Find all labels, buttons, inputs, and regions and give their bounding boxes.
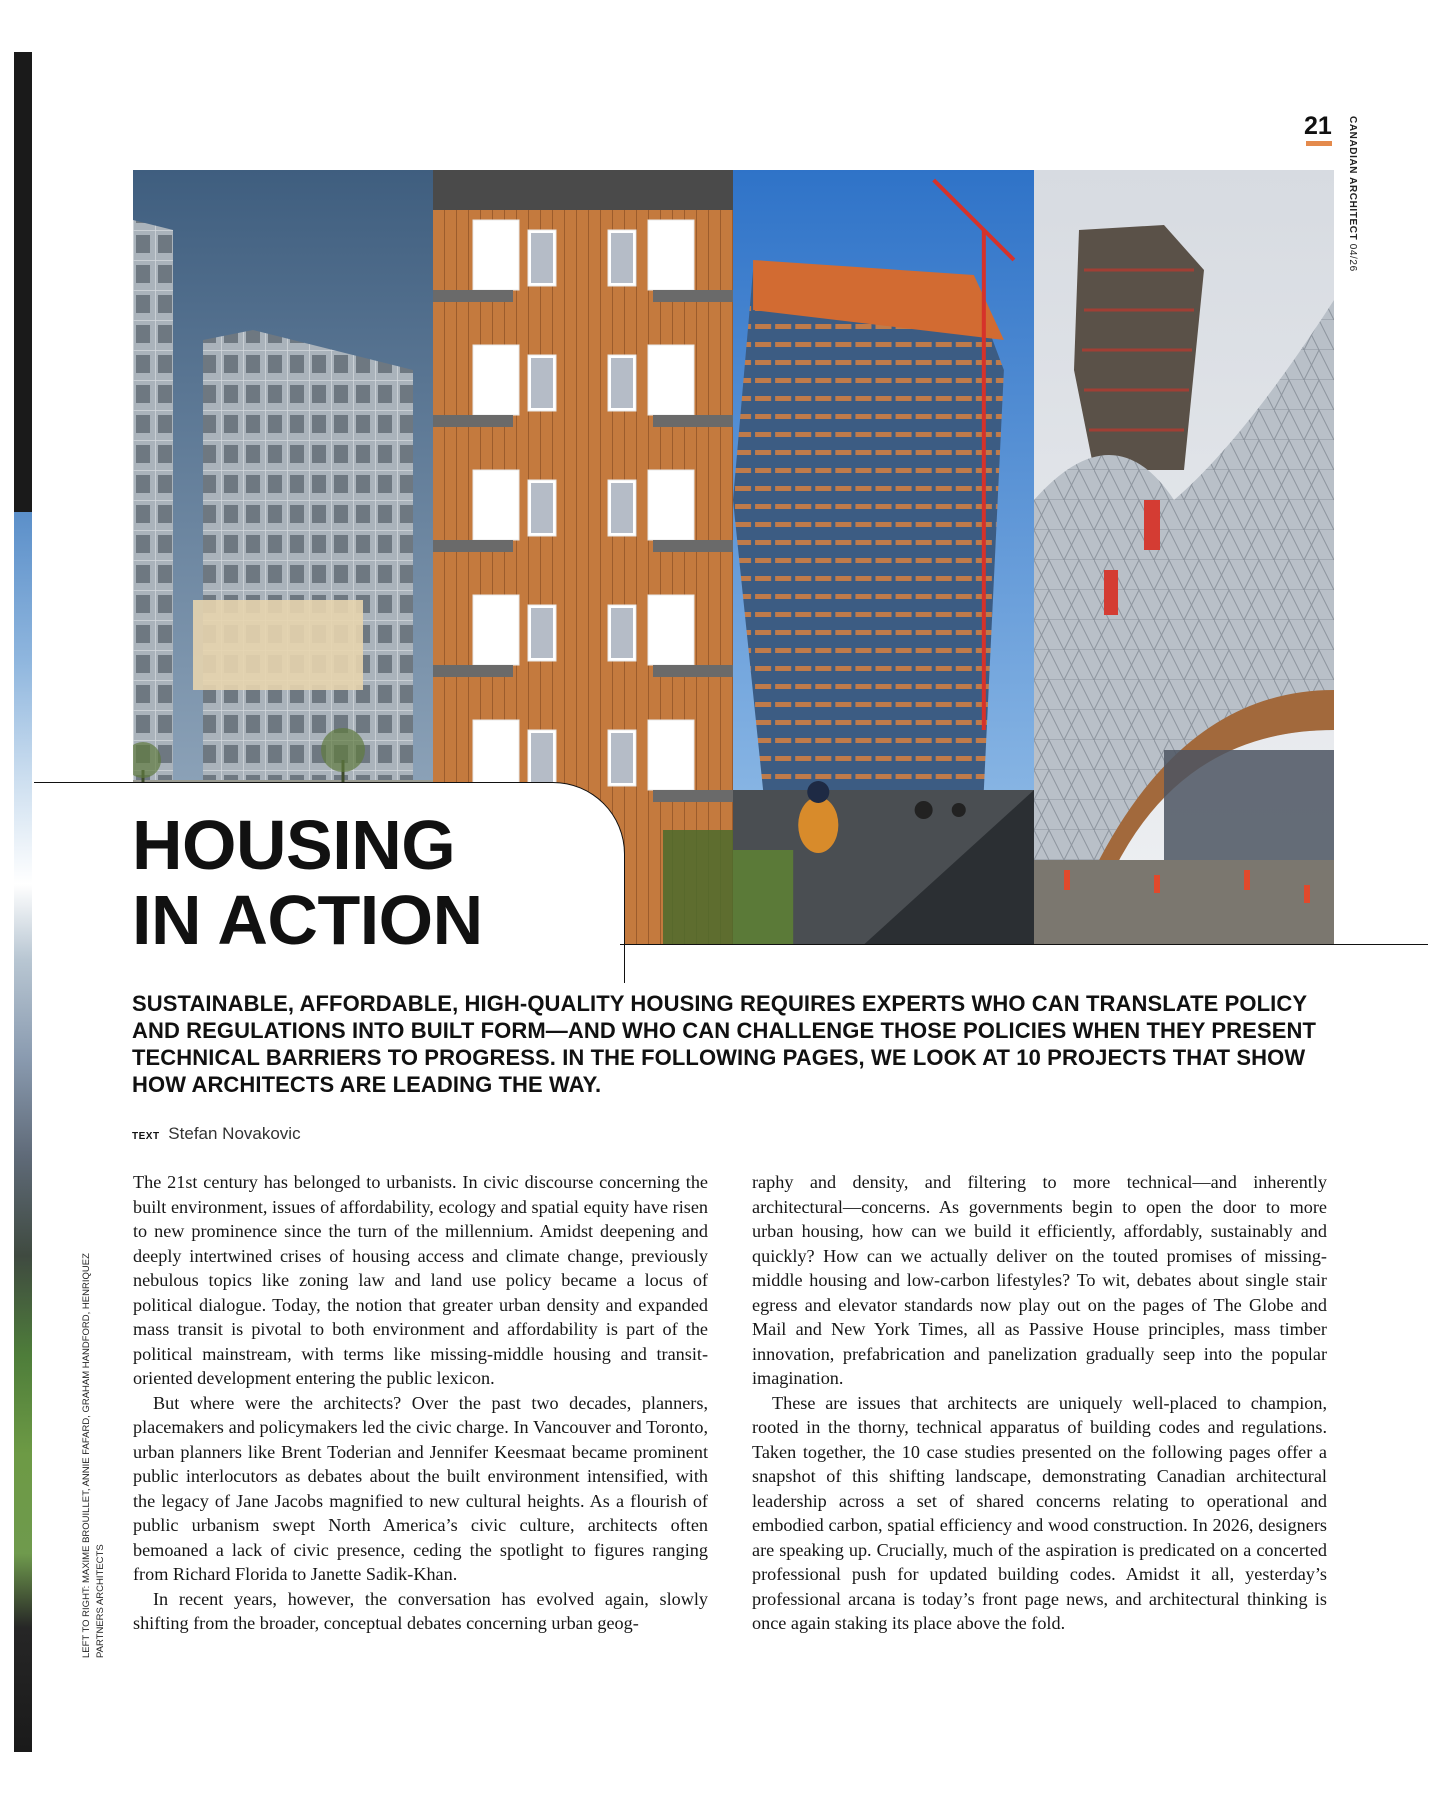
byline-label: TEXT: [132, 1131, 160, 1142]
body-column-1: [133, 1170, 708, 1636]
title-line-1: HOUSING: [132, 806, 456, 884]
title-line-2: IN ACTION: [132, 881, 483, 959]
spine-photo-strip: [14, 512, 32, 1752]
article-title: [132, 808, 483, 958]
body-paragraph: But where were the architects? Over the past two decades, planners, placemakers and policymakers led the civic charge. In Vancouver and Toronto, urban planners like Brent Toderian and Jennifer Keesmaat became prominent public interlocutors as debates about the built environment intensified, with the legacy of Jane Jacobs magnified to new cultural heights. As a flourish of public urbanism swept North America’s civic culture, architects often bemoaned a lack of civic presence, ceding the spotlight to figures ranging from Richard Florida to Janette Sadik-Khan.: [133, 1392, 708, 1584]
publication-name: CANADIAN ARCHITECT: [1347, 116, 1358, 241]
page-number: 21: [1304, 112, 1332, 140]
image-baseline-rule: [620, 944, 1428, 945]
issue-number: 04/26: [1347, 243, 1358, 272]
body-paragraph: In recent years, however, the conversation has evolved again, slowly shifting from the broader, conceptual debates concerning urban geog-: [133, 1588, 708, 1633]
body-paragraph: These are issues that architects are uniquely well-placed to champion, rooted in the thorny, technical apparatus of building codes and regulations. Taken together, the 10 case studies presented on the following pages offer a snapshot of this shifting landscape, demonstrating Canadian architectural leadership across a set of shared concerns relating to operational and embodied carbon, spatial efficiency and wood construction. In 2026, designers are speaking up. Crucially, much of the aspiration is predicated on a concerted professional push for updated building codes. Amidst it all, yesterday’s professional arcana is today’s front page news, and architectural thinking is once again staking its place above the fold.: [752, 1392, 1327, 1633]
byline: [132, 1124, 301, 1144]
building-photo-4: [1034, 170, 1334, 945]
byline-author: Stefan Novakovic: [168, 1124, 301, 1143]
photo-credit: LEFT TO RIGHT: MAXIME BROUILLET, ANNIE FAFARD, GRAHAM HANDFORD, HENRIQUEZ PARTNERS ARCHITECTS: [81, 1253, 106, 1658]
page-number-accent: [1306, 141, 1332, 146]
body-column-2: [752, 1170, 1327, 1636]
spine-bar: [14, 52, 32, 512]
article-deck: SUSTAINABLE, AFFORDABLE, HIGH-QUALITY HOUSING REQUIRES EXPERTS WHO CAN TRANSLATE POLICY AND REGULATIONS INTO BUILT FORM—AND WHO CAN CHALLENGE THOSE POLICIES WHEN THEY PRESENT TECHNICAL BARRIERS TO PROGRESS. IN THE FOLLOWING PAGES, WE LOOK AT 10 PROJECTS THAT SHOW HOW ARCHITECTS ARE LEADING THE WAY.: [132, 991, 1316, 1097]
building-photo-3: [733, 170, 1034, 945]
body-paragraph: raphy and density, and filtering to more technical—and inherently architectural—concerns. As governments begin to open the door to more urban housing, how can we build it efficiently, affordably, sustainably and quickly? How can we actually deliver on the touted promises of missing-middle housing and low-carbon lifestyles? To wit, debates about single stair egress and elevator standards now play out on the pages of The Globe and Mail and New York Times, all as Passive House principles, mass timber innovation, prefabrication and panelization gradually seep into the popular imagination.: [752, 1172, 1327, 1388]
running-head: [1347, 116, 1358, 272]
body-paragraph: The 21st century has belonged to urbanists. In civic discourse concerning the built environment, issues of affordability, ecology and spatial equity have risen to new prominence since the turn of the millennium. Amidst deepening and deeply intertwined crises of housing access and climate change, previously nebulous topics like zoning law and land use policy became a locus of political dialogue. Today, the notion that greater urban density and expanded mass transit is pivotal to both environment and affordability is part of the political mainstream, with terms like missing-middle housing and transit-oriented development entering the public lexicon.: [133, 1172, 708, 1388]
